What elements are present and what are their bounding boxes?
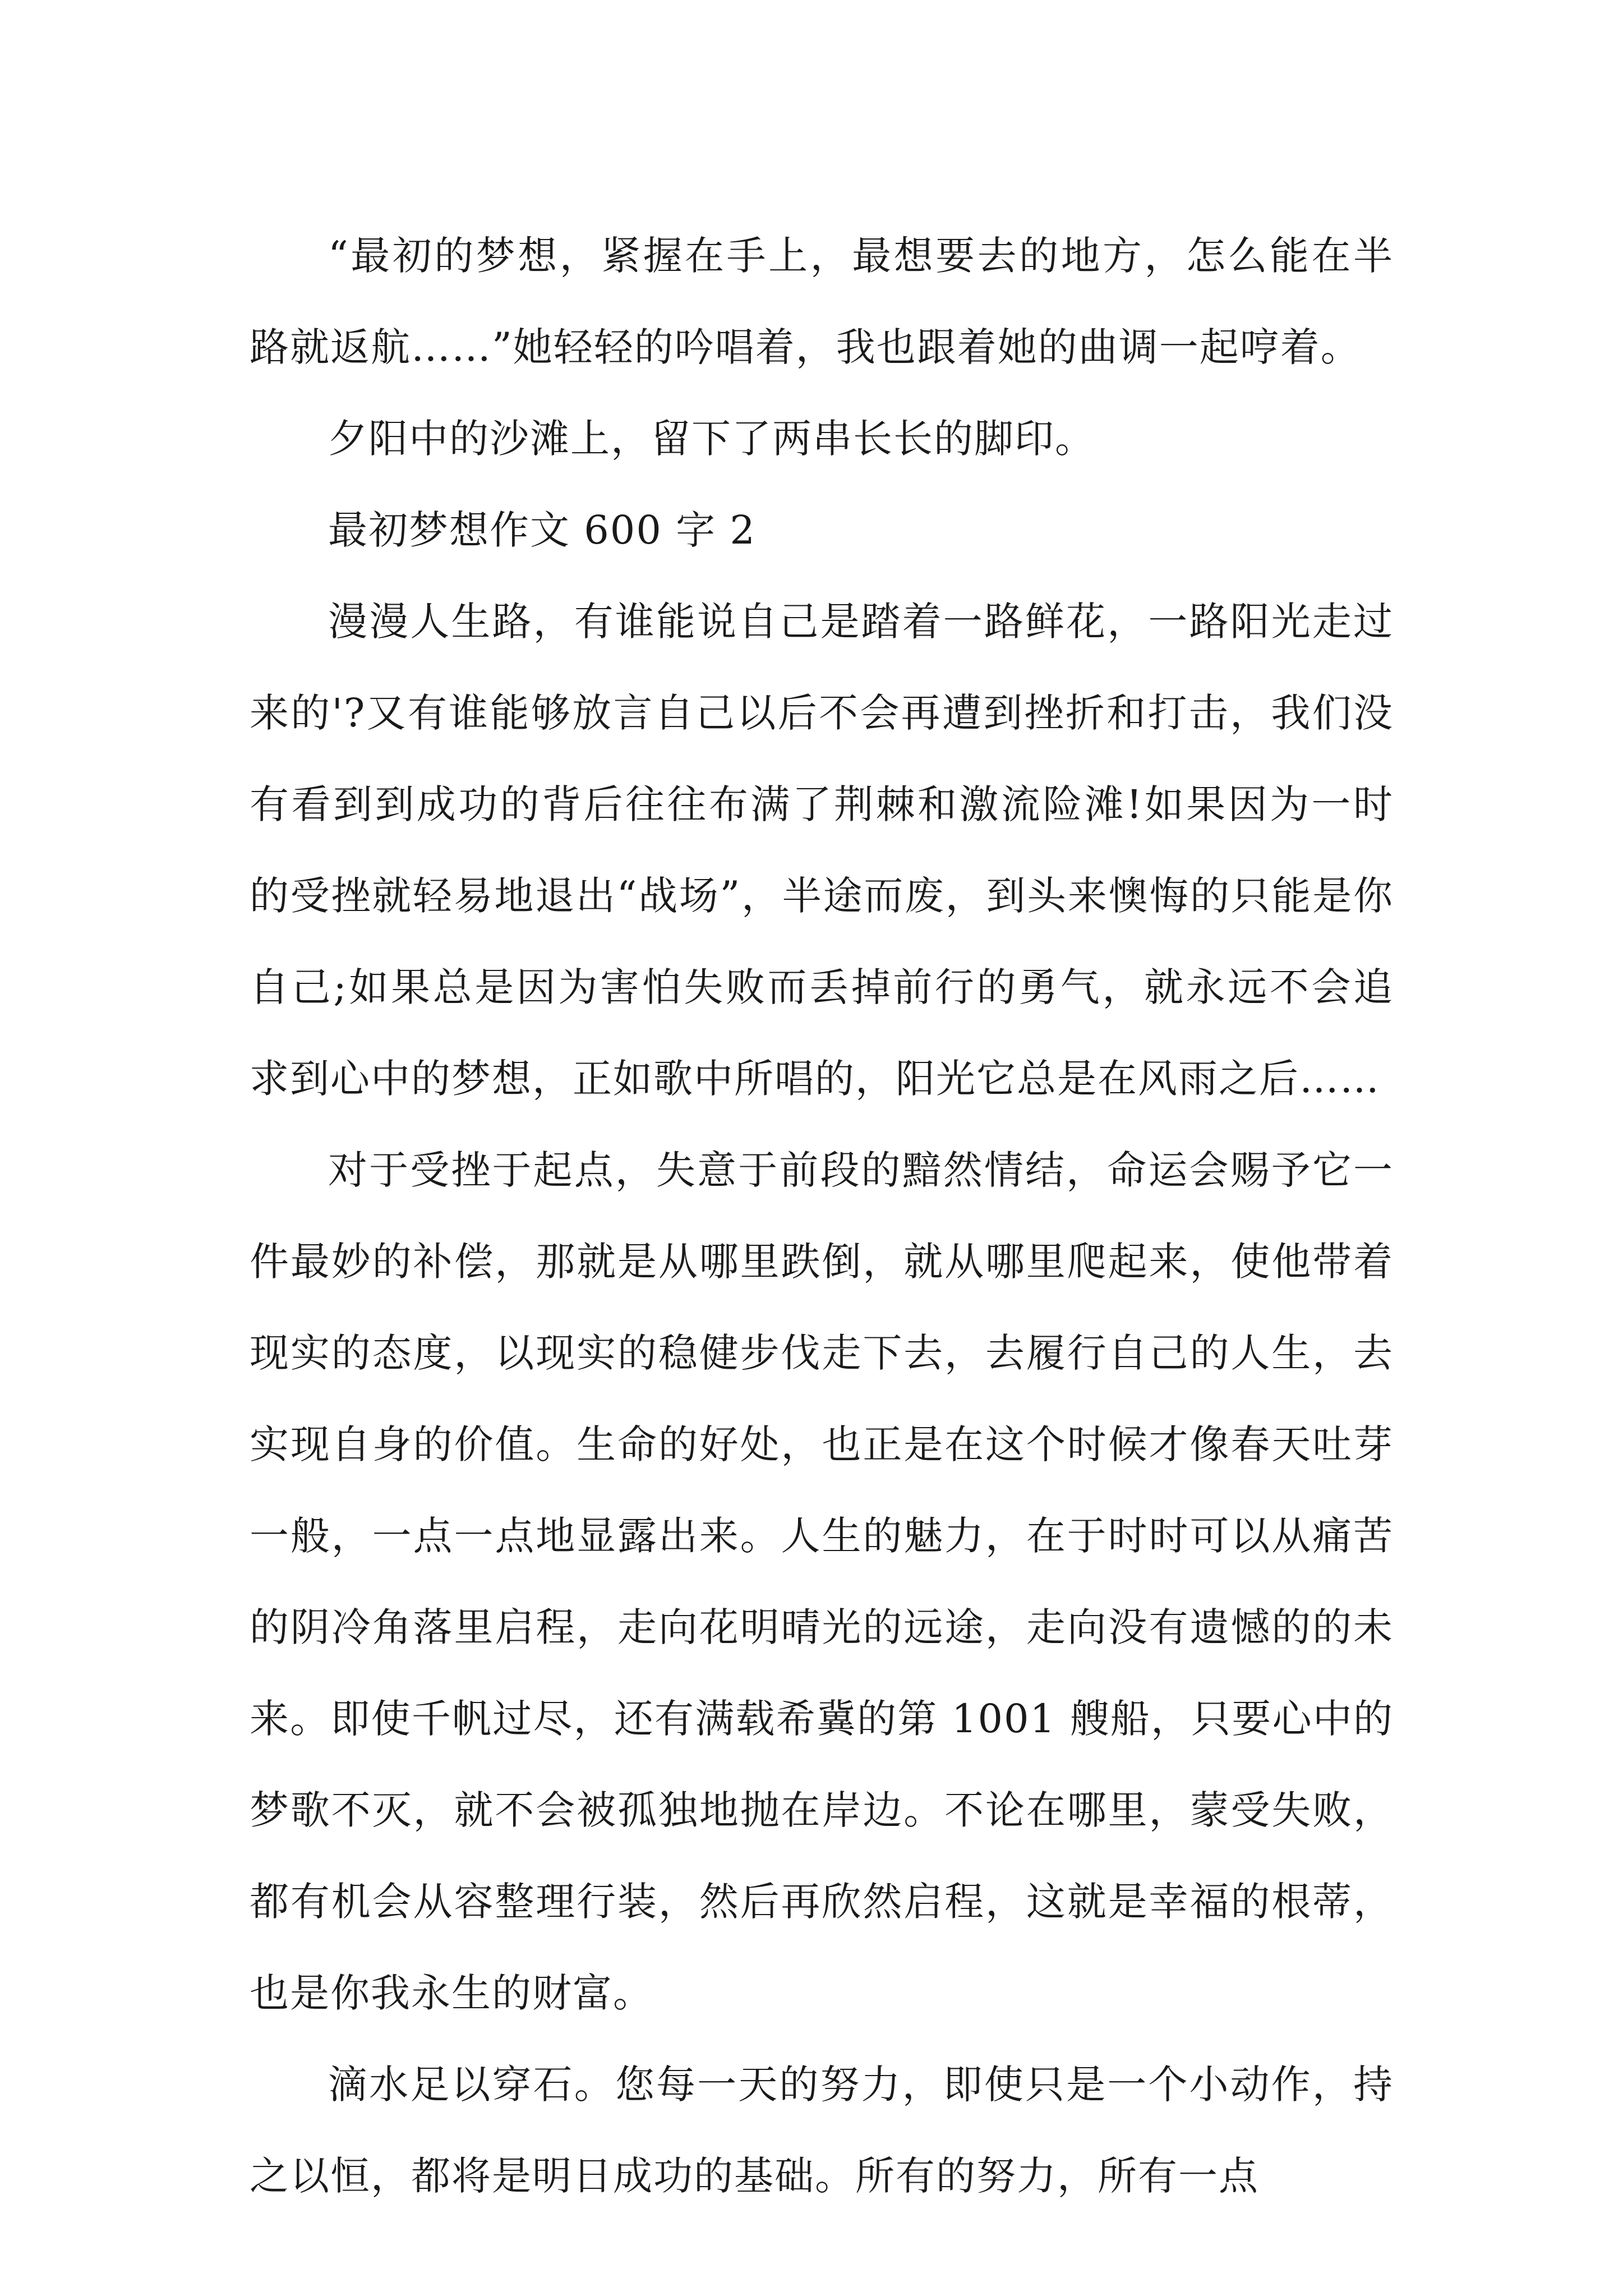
paragraph-sunset-beach: 夕阳中的沙滩上，留下了两串长长的脚印。 xyxy=(328,416,1095,462)
paragraph-song-lyrics: “最初的梦想，紧握在手上，最想要去的地方，怎么能在半路就返航……”她轻轻的吟唱着，我也跟着她的曲调一起哼着。 xyxy=(250,233,1394,370)
section-title: 最初梦想作文 600 字 2 xyxy=(328,507,756,553)
paragraph-dripping-water: 滴水足以穿石。您每一天的努力，即使只是一个小动作，持之以恒，都将是明日成功的基础。所有的努力，所有一点 xyxy=(250,2062,1394,2199)
paragraph-life-road: 漫漫人生路，有谁能说自己是踏着一路鲜花，一路阳光走过来的'?又有谁能够放言自己以后不会再遭到挫折和打击，我们没有看到到成功的背后往往布满了荆棘和激流险滩!如果因为一时的受挫就轻易地退出“战场”，半途而废，到头来懊悔的只能是你自己;如果总是因为害怕失败而丢掉前行的勇气，就永远不会追求到心中的梦想，正如歌中所唱的，阳光它总是在风雨之后…… xyxy=(250,599,1394,1102)
paragraph-setback-compensation: 对于受挫于起点，失意于前段的黯然情结，命运会赐予它一件最妙的补偿，那就是从哪里跌倒，就从哪里爬起来，使他带着现实的态度，以现实的稳健步伐走下去，去履行自己的人生，去实现自身的价值。生命的好处，也正是在这个时候才像春天吐芽一般，一点一点地显露出来。人生的魅力，在于时时可以从痛苦的阴冷角落里启程，走向花明晴光的远途，走向没有遗憾的的未来。即使千帆过尽，还有满载希冀的第 1001 艘船，只要心中的梦歌不灭，就不会被孤独地抛在岸边。不论在哪里，蒙受失败，都有机会从容整理行装，然后再欣然启程，这就是幸福的根蒂，也是你我永生的财富。 xyxy=(250,1147,1394,2016)
document-body xyxy=(250,210,1394,2222)
